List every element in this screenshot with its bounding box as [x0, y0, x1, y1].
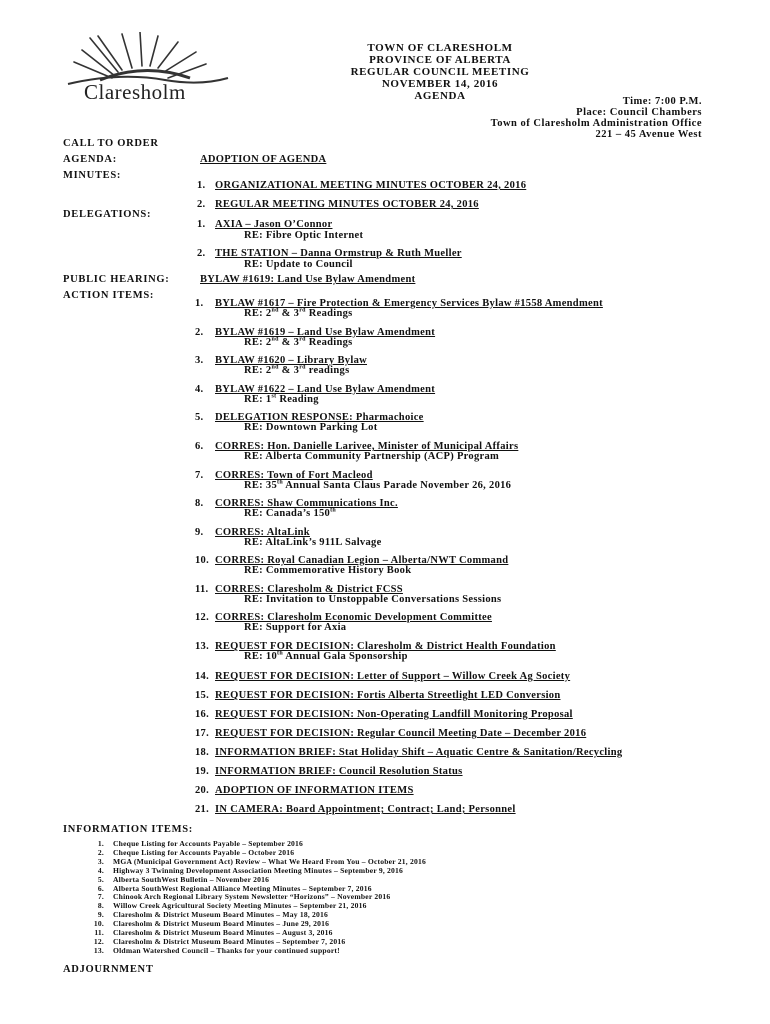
- item-number: 8.: [195, 498, 204, 509]
- item-number: 10.: [93, 919, 104, 929]
- item-number: 11.: [195, 584, 209, 595]
- action-item-re: [244, 622, 346, 633]
- action-item-re: [244, 565, 411, 576]
- item-title: CORRES: AltaLink: [215, 527, 310, 538]
- item-title: REQUEST FOR DECISION: Claresholm & District Health Foundation: [215, 641, 556, 652]
- item-title: ADOPTION OF INFORMATION ITEMS: [215, 785, 414, 796]
- item-title: THE STATION – Danna Ormstrup & Ruth Mueller: [215, 248, 462, 259]
- item-title: Cheque Listing for Accounts Payable – October 2016: [113, 847, 295, 857]
- item-number: 9.: [97, 910, 104, 920]
- item-title: Alberta SouthWest Bulletin – November 2016: [113, 874, 270, 884]
- section-information-items: INFORMATION ITEMS:: [63, 824, 193, 835]
- item-title: Claresholm & District Museum Board Minutes – May 18, 2016: [113, 910, 329, 920]
- delegation-re: RE: Update to Council: [244, 259, 353, 270]
- item-title: REGULAR MEETING MINUTES OCTOBER 24, 2016: [215, 199, 479, 210]
- re-text: & 3: [278, 337, 300, 348]
- item-number: 7.: [195, 470, 204, 481]
- item-title: Cheque Listing for Accounts Payable – September 2016: [113, 839, 304, 848]
- re-text: RE: AltaLink’s 911L Salvage: [244, 537, 382, 548]
- header-line: PROVINCE OF ALBERTA: [369, 54, 511, 66]
- item-number: 1.: [197, 219, 206, 230]
- item-number: 6.: [97, 883, 104, 893]
- re-text: RE: Downtown Parking Lot: [244, 422, 378, 433]
- item-title: INFORMATION BRIEF: Stat Holiday Shift – Aquatic Centre & Sanitation/Recycling: [215, 747, 623, 758]
- item-number: 19.: [195, 766, 210, 777]
- ordinal-suffix: st: [271, 393, 277, 400]
- ordinal-suffix: nd: [271, 336, 279, 343]
- item-number: 1.: [195, 298, 204, 309]
- item-title: REQUEST FOR DECISION: Letter of Support – Willow Creek Ag Society: [215, 671, 571, 682]
- header-line: TOWN OF CLARESHOLM: [367, 42, 513, 54]
- meeting-time: Time: 7:00 P.M.: [622, 96, 702, 107]
- item-number: 3.: [97, 856, 104, 866]
- item-number: 11.: [94, 928, 104, 938]
- action-item-re: [244, 308, 353, 319]
- action-item[interactable]: [195, 728, 586, 739]
- information-items-list: [78, 840, 426, 956]
- re-text: & 3: [278, 365, 300, 376]
- item-title: IN CAMERA: Board Appointment; Contract; Land; Personnel: [215, 804, 516, 815]
- item-number: 3.: [195, 355, 204, 366]
- item-title: AXIA – Jason O’Connor: [215, 219, 333, 230]
- delegation-item[interactable]: [197, 248, 462, 259]
- re-text: Readings: [305, 337, 353, 348]
- action-item[interactable]: [195, 671, 570, 682]
- item-title: DELEGATION RESPONSE: Pharmachoice: [215, 412, 424, 423]
- re-text: Annual Gala Sponsorship: [282, 651, 408, 662]
- minutes-item[interactable]: [197, 199, 479, 210]
- item-number: 17.: [195, 728, 210, 739]
- re-text: RE: 10: [244, 651, 278, 662]
- action-item-re: [244, 480, 511, 491]
- item-title: Alberta SouthWest Regional Alliance Meeting Minutes – September 7, 2016: [113, 883, 372, 893]
- item-title: BYLAW #1620 – Library Bylaw: [215, 355, 368, 366]
- item-number: 16.: [195, 709, 210, 720]
- item-title: REQUEST FOR DECISION: Fortis Alberta Streetlight LED Conversion: [215, 690, 561, 701]
- section-delegations: DELEGATIONS:: [63, 209, 152, 220]
- item-title: Chinook Arch Regional Library System Newsletter “Horizons” – November 2016: [113, 892, 391, 902]
- item-title: REQUEST FOR DECISION: Regular Council Meeting Date – December 2016: [215, 728, 587, 739]
- re-text: & 3: [278, 308, 300, 319]
- re-text: RE: Invitation to Unstoppable Conversations Sessions: [244, 594, 502, 605]
- action-item-re: [244, 394, 319, 405]
- item-number: 10.: [195, 555, 210, 566]
- logo-wordmark: Claresholm: [84, 80, 186, 104]
- meeting-header: [325, 42, 555, 102]
- action-item-re: [244, 508, 336, 519]
- ordinal-suffix: th: [277, 650, 283, 657]
- action-item-re: [244, 537, 382, 548]
- item-title: Claresholm & District Museum Board Minutes – September 7, 2016: [113, 936, 346, 946]
- town-logo: [60, 32, 240, 104]
- item-title: Claresholm & District Museum Board Minutes – June 29, 2016: [113, 919, 330, 929]
- re-text: RE: 2: [244, 337, 272, 348]
- minutes-item[interactable]: [197, 180, 526, 191]
- item-title: ORGANIZATIONAL MEETING MINUTES OCTOBER 24, 2016: [215, 180, 527, 191]
- action-item-re: [244, 422, 378, 433]
- item-number: 2.: [197, 199, 206, 210]
- header-line: REGULAR COUNCIL MEETING: [350, 66, 530, 78]
- item-number: 7.: [97, 892, 104, 902]
- item-number: 8.: [97, 901, 104, 911]
- action-item[interactable]: [195, 766, 463, 777]
- item-number: 21.: [195, 804, 210, 815]
- section-adjournment: ADJOURNMENT: [63, 964, 154, 975]
- item-title: CORRES: Town of Fort Macleod: [215, 470, 373, 481]
- item-title: CORRES: Shaw Communications Inc.: [215, 498, 398, 509]
- action-item[interactable]: [195, 709, 573, 720]
- re-text: RE: 2: [244, 308, 272, 319]
- re-text: RE: Commemorative History Book: [244, 565, 412, 576]
- meeting-office: Town of Claresholm Administration Office: [490, 118, 702, 129]
- item-number: 18.: [195, 747, 210, 758]
- item-number: 1.: [197, 180, 206, 191]
- re-text: Reading: [276, 394, 319, 405]
- ordinal-suffix: rd: [299, 364, 306, 371]
- item-title: INFORMATION BRIEF: Council Resolution Status: [215, 766, 463, 777]
- item-number: 12.: [93, 936, 104, 946]
- delegation-item[interactable]: [197, 219, 332, 230]
- item-title: Highway 3 Twinning Development Association Meeting Minutes – September 9, 2016: [113, 865, 404, 875]
- item-number: 15.: [195, 690, 210, 701]
- item-number: 14.: [195, 671, 210, 682]
- meeting-address: 221 – 45 Avenue West: [595, 129, 702, 140]
- item-title: Willow Creek Agricultural Society Meeting Minutes – September 21, 2016: [113, 901, 367, 911]
- item-title: BYLAW #1622 – Land Use Bylaw Amendment: [215, 384, 436, 395]
- section-public-hearing: PUBLIC HEARING:: [63, 274, 170, 285]
- re-text: RE: 35: [244, 480, 278, 491]
- item-title: Oldman Watershed Council – Thanks for your continued support!: [113, 945, 340, 955]
- action-item-re: [244, 594, 501, 605]
- section-action-items: ACTION ITEMS:: [63, 290, 155, 301]
- item-title: CORRES: Hon. Danielle Larivee, Minister of Municipal Affairs: [215, 441, 519, 452]
- item-number: 4.: [195, 384, 204, 395]
- re-text: readings: [305, 365, 350, 376]
- header-line: AGENDA: [414, 90, 466, 102]
- header-line: NOVEMBER 14, 2016: [381, 78, 499, 90]
- ordinal-suffix: rd: [299, 307, 306, 314]
- action-item[interactable]: [195, 804, 516, 815]
- re-text: RE: Support for Axia: [244, 622, 347, 633]
- item-number: 5.: [195, 412, 204, 423]
- meeting-details: [491, 96, 702, 140]
- meeting-place: Place: Council Chambers: [576, 107, 702, 118]
- item-number: 1.: [97, 839, 104, 848]
- action-item-re: [244, 451, 499, 462]
- item-title: CORRES: Royal Canadian Legion – Alberta/NWT Command: [215, 555, 509, 566]
- item-number: 13.: [93, 945, 104, 955]
- re-text: RE: 1: [244, 394, 272, 405]
- ordinal-suffix: th: [330, 507, 337, 514]
- section-call-to-order: CALL TO ORDER: [63, 138, 159, 149]
- re-text: RE: 2: [244, 365, 272, 376]
- action-item[interactable]: [195, 690, 560, 701]
- item-number: 6.: [195, 441, 204, 452]
- item-title: BYLAW #1619 – Land Use Bylaw Amendment: [215, 327, 436, 338]
- action-item-re: [244, 337, 353, 348]
- re-text: RE: Canada’s 150: [244, 508, 331, 519]
- item-title: REQUEST FOR DECISION: Non-Operating Landfill Monitoring Proposal: [215, 709, 573, 720]
- item-number: 9.: [195, 527, 204, 538]
- information-item[interactable]: [78, 947, 426, 956]
- item-title: Claresholm & District Museum Board Minutes – August 3, 2016: [113, 928, 333, 938]
- item-title: CORRES: Claresholm Economic Development Committee: [215, 612, 492, 623]
- item-number: 2.: [197, 248, 206, 259]
- item-title: MGA (Municipal Government Act) Review – What We Heard From You – October 21, 2016: [113, 856, 426, 866]
- item-number: 13.: [195, 641, 210, 652]
- item-number: 2.: [97, 847, 104, 857]
- public-hearing-item[interactable]: BYLAW #1619: Land Use Bylaw Amendment: [200, 274, 416, 285]
- delegation-re: RE: Fibre Optic Internet: [244, 230, 364, 241]
- item-number: 20.: [195, 785, 210, 796]
- section-minutes: MINUTES:: [63, 170, 122, 181]
- item-number: 2.: [195, 327, 204, 338]
- action-item-re: [244, 365, 349, 376]
- item-number: 4.: [97, 865, 104, 875]
- action-item-re: [244, 651, 408, 662]
- item-title: BYLAW #1617 – Fire Protection & Emergency Services Bylaw #1558 Amendment: [215, 298, 603, 309]
- ordinal-suffix: nd: [271, 307, 279, 314]
- item-number: 5.: [97, 874, 104, 884]
- item-title: CORRES: Claresholm & District FCSS: [215, 584, 403, 595]
- ordinal-suffix: rd: [299, 336, 306, 343]
- agenda-item-adoption[interactable]: ADOPTION OF AGENDA: [200, 154, 327, 165]
- re-text: Readings: [305, 308, 353, 319]
- action-item[interactable]: [195, 785, 414, 796]
- item-number: 12.: [195, 612, 210, 623]
- re-text: Annual Santa Claus Parade November 26, 2016: [282, 480, 512, 491]
- action-item[interactable]: [195, 747, 622, 758]
- ordinal-suffix: th: [277, 479, 283, 486]
- ordinal-suffix: nd: [271, 364, 279, 371]
- re-text: RE: Alberta Community Partnership (ACP) Program: [244, 451, 500, 462]
- section-agenda: AGENDA:: [63, 154, 117, 165]
